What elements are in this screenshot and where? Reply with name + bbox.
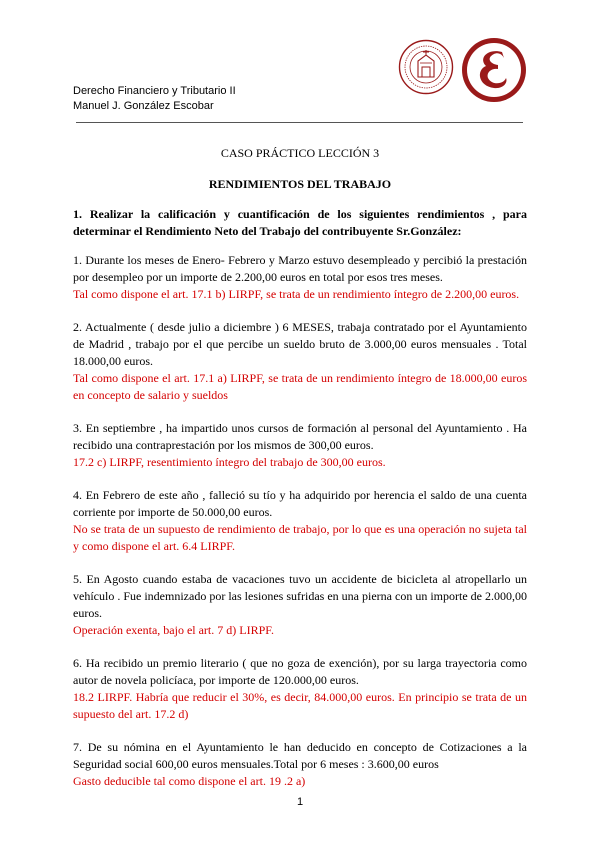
item-answer: No se trata de un supuesto de rendimiento de trabajo, por lo que es una operación no sujeta tal y como dispone el art. 6.4 LIRPF. [73, 522, 527, 553]
item-statement: 4. En Febrero de este año , falleció su tío y ha adquirido por herencia el saldo de una cuenta corriente por importe de 50.000,00 euros. [73, 488, 527, 519]
item-statement: 2. Actualmente ( desde julio a diciembre ) 6 MESES, trabaja contratado por el Ayuntamiento de Madrid , trabajo por el que percibe un sueldo bruto de 3.000,00 euros mensuales . Total 18.000,00 euros. [73, 320, 527, 368]
university-seal-logo [398, 39, 454, 95]
page-number: 1 [296, 796, 304, 808]
document-body [73, 206, 527, 806]
item-statement: 1. Durante los meses de Enero- Febrero y Marzo estuvo desempleado y percibió la prestación por desempleo por un importe de 2.200,00 euros en total por esos tres meses. [73, 253, 527, 284]
header-divider [76, 122, 523, 123]
list-item [73, 420, 527, 471]
item-statement: 5. En Agosto cuando estaba de vacaciones tuvo un accidente de bicicleta al atropellarlo un vehículo . Fue indemnizado por las lesiones sufridas en una pierna con un importe de 2.000,00 euros. [73, 572, 527, 620]
list-item [73, 487, 527, 555]
document-header [73, 84, 236, 114]
author-name: Manuel J. González Escobar [73, 100, 214, 112]
list-item [73, 319, 527, 404]
list-item [73, 252, 527, 303]
item-answer: Tal como dispone el art. 17.1 a) LIRPF, se trata de un rendimiento íntegro de 18.000,00 euros en concepto de salario y sueldos [73, 371, 527, 402]
course-name: Derecho Financiero y Tributario II [73, 85, 236, 97]
item-answer: Tal como dispone el art. 17.1 b) LIRPF, se trata de un rendimiento íntegro de 2.200,00 euros. [73, 287, 520, 301]
item-statement: 7. De su nómina en el Ayuntamiento le han deducido en concepto de Cotizaciones a la Seguridad social 600,00 euros mensuales.Total por 6 meses : 3.600,00 euros [73, 740, 527, 771]
item-answer: 17.2 c) LIRPF, resentimiento íntegro del trabajo de 300,00 euros. [73, 455, 386, 469]
item-statement: 6. Ha recibido un premio literario ( que no goza de exención), por su larga trayectoria como autor de novela policíaca, por importe de 120.000,00 euros. [73, 656, 527, 687]
list-item [73, 571, 527, 639]
document-subtitle: RENDIMIENTOS DEL TRABAJO [208, 177, 392, 191]
document-title: CASO PRÁCTICO LECCIÓN 3 [220, 146, 380, 160]
item-answer: Operación exenta, bajo el art. 7 d) LIRPF. [73, 623, 274, 637]
question-statement: 1. Realizar la calificación y cuantificación de los siguientes rendimientos , para determinar el Rendimiento Neto del Trabajo del contribuyente Sr.González: [73, 207, 527, 238]
item-statement: 3. En septiembre , ha impartido unos cursos de formación al personal del Ayuntamiento . Ha recibido una contraprestación por los mismos de 300,00 euros. [73, 421, 527, 452]
item-answer: 18.2 LIRPF. Habría que reducir el 30%, es decir, 84.000,00 euros. En principio se trata de un supuesto del art. 17.2 d) [73, 690, 527, 721]
faculty-emblem-logo [460, 36, 528, 104]
item-answer: Gasto deducible tal como dispone el art. 19 .2 a) [73, 774, 306, 788]
list-item [73, 739, 527, 790]
list-item [73, 655, 527, 723]
